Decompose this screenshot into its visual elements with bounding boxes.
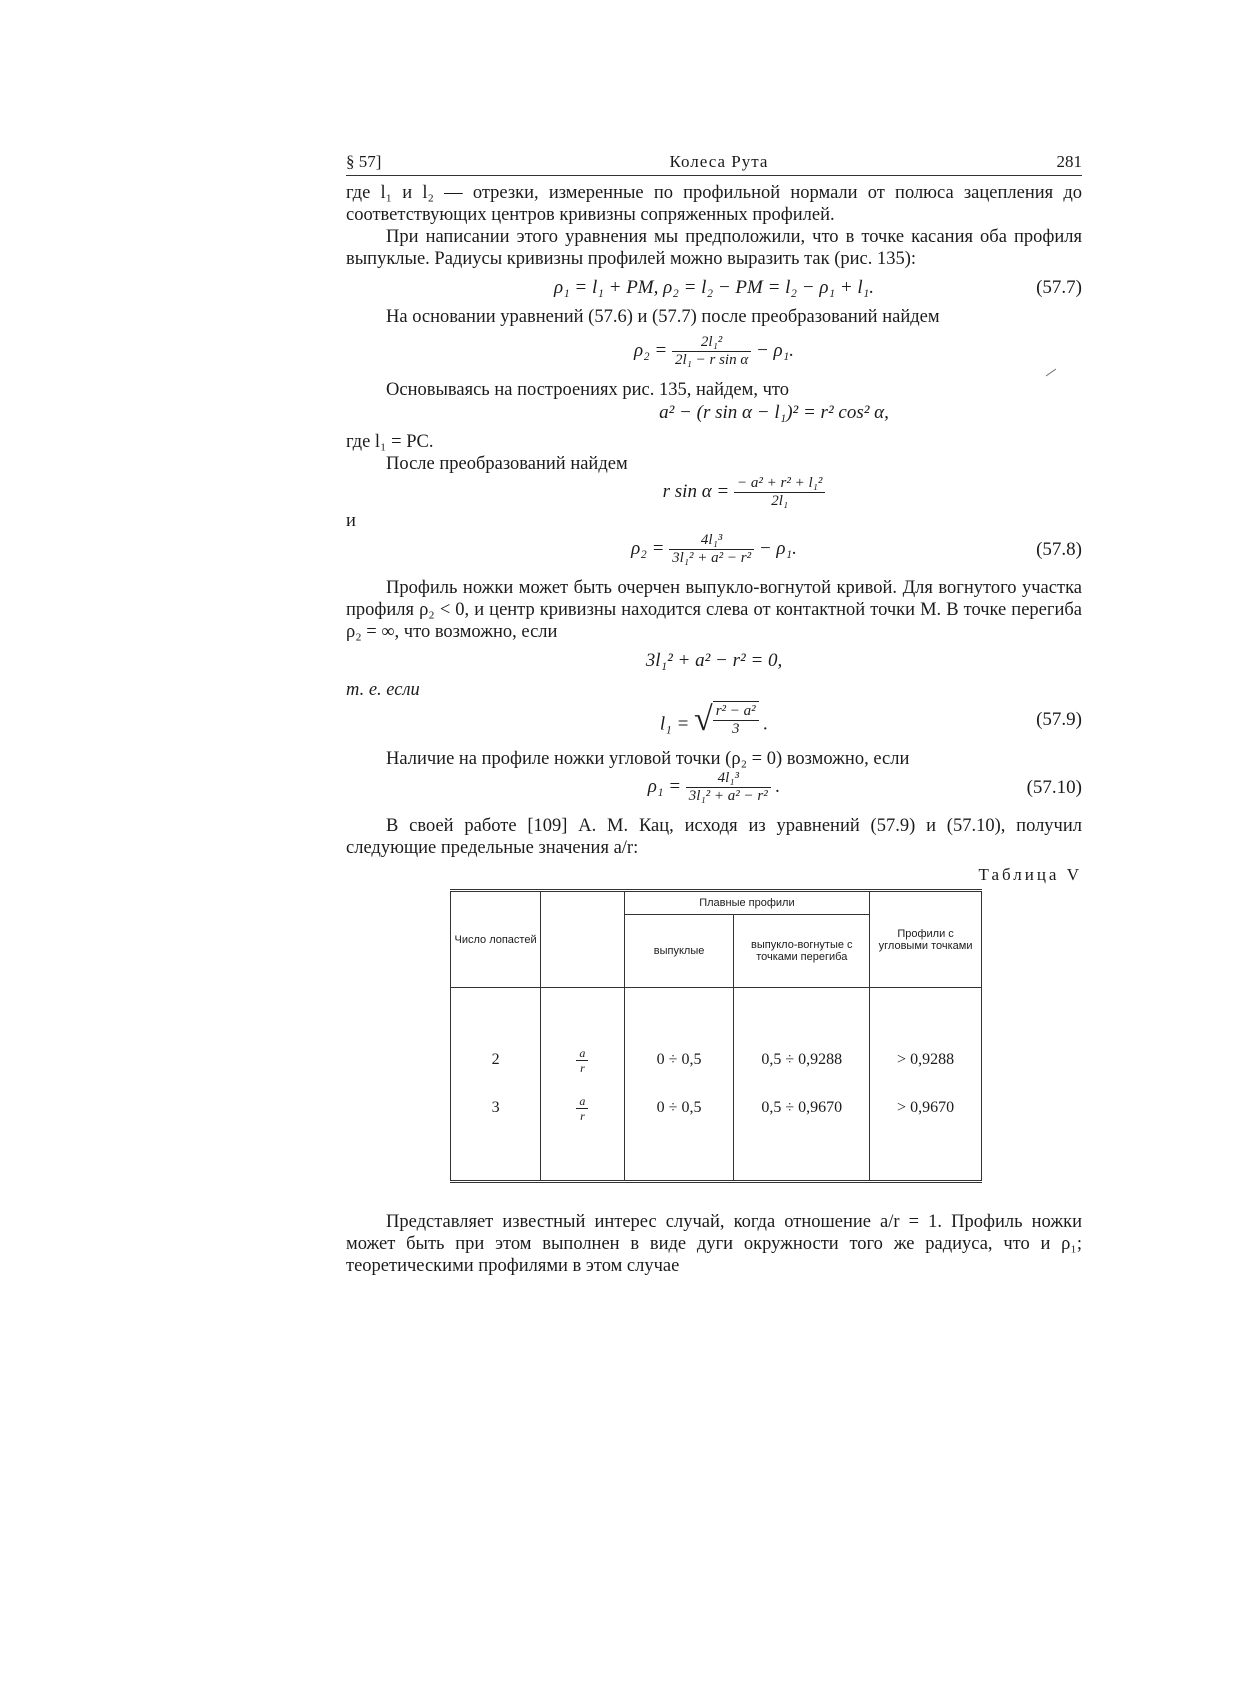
table-row: [451, 1132, 982, 1182]
header-convex: выпуклые: [624, 915, 734, 988]
equation-57-9-rhs: .: [763, 713, 769, 735]
cell-corner: > 0,9288: [870, 1036, 982, 1084]
table-caption: Таблица V: [978, 865, 1082, 884]
denominator: 3: [731, 721, 740, 737]
equation-57-7-body: ρ₁ = l₁ + PM, ρ₂ = l₂ − PM = l₂ − ρ₁ + l₁.: [553, 277, 875, 298]
equation-rsin-lhs: r sin α =: [662, 480, 730, 502]
square-root: [694, 701, 759, 738]
equation-rho2-lhs: ρ₂ =: [633, 339, 668, 361]
paragraph-11: В своей работе [109] А. М. Кац, исходя из уравнений (57.9) и (57.10), получил следующие предельные значения a/r:: [346, 816, 1082, 858]
paragraph-1: где l₁ и l₂ — отрезки, измеренные по профильной нормали от полюса зацепления до соответствующих центров кривизны сопряженных профилей.: [346, 183, 1082, 225]
equation-a: a² − (r sin α − l₁)² = r² cos² α,: [659, 402, 889, 423]
numerator: 4l₁³: [686, 770, 771, 788]
table-row: [451, 1036, 982, 1084]
paragraph-8: Профиль ножки может быть очерчен выпукло-вогнутой кривой. Для вогнутого участка профиля ρ₂ < 0, и центр кривизны находится слева от контактной точки M. В точке перегиба ρ₂ = ∞, что возможно, если: [346, 578, 1082, 642]
fraction: [713, 701, 759, 738]
paragraph-12: Представляет известный интерес случай, когда отношение a/r = 1. Профиль ножки может быть при этом выполнен в виде дуги окружности того же радиуса, что и ρ₁; теоретическими профилями в этом случае: [346, 1212, 1082, 1276]
ratio-denominator: r: [580, 1060, 585, 1075]
equation-57-8-number: (57.8): [1036, 538, 1082, 560]
equation-57-8: [346, 532, 1082, 567]
equation-57-10-rhs: .: [775, 775, 781, 797]
cell-convex-concave: 0,5 ÷ 0,9670: [734, 1084, 870, 1132]
equation-rho2-rhs: − ρ₁.: [755, 339, 795, 361]
cell-ratio: [541, 1036, 625, 1084]
numerator: − a² + r² + l₁²: [734, 475, 825, 493]
equation-inflection: 3l₁² + a² − r² = 0,: [645, 650, 783, 671]
header-blades: Число лопастей: [451, 891, 541, 988]
ratio-denominator: r: [580, 1108, 585, 1123]
ratio-numerator: a: [576, 1046, 588, 1061]
running-head: [346, 152, 1082, 176]
fraction: [734, 475, 825, 510]
equation-57-9: [346, 701, 1082, 738]
header-ratio: [541, 891, 625, 988]
paragraph-2: При написании этого уравнения мы предположили, что в точке касания оба профиля выпуклые. Радиусы кривизны профилей можно выразить так (рис. 135):: [346, 227, 1082, 269]
fraction: [686, 770, 771, 805]
fraction: [669, 532, 754, 567]
cell-convex: 0 ÷ 0,5: [624, 1036, 734, 1084]
numerator: 2l₁²: [672, 334, 751, 352]
cell-blades: 2: [451, 1036, 541, 1084]
cell-convex: 0 ÷ 0,5: [624, 1084, 734, 1132]
radical-sign: √: [694, 700, 713, 738]
equation-57-10-lhs: ρ₁ =: [647, 775, 682, 797]
ratio-numerator: a: [576, 1094, 588, 1109]
page-number: 281: [1056, 152, 1082, 171]
equation-rho2: [346, 334, 1082, 369]
cell-convex-concave: 0,5 ÷ 0,9288: [734, 1036, 870, 1084]
paragraph-7: и: [346, 511, 356, 531]
fraction: [672, 334, 751, 369]
cell-corner: > 0,9670: [870, 1084, 982, 1132]
denominator: 2l₁: [771, 493, 789, 509]
equation-rsin: [406, 475, 1082, 510]
paragraph-4: Основываясь на построениях рис. 135, найдем, что: [386, 380, 789, 400]
paragraph-5: где l₁ = PC.: [346, 432, 434, 452]
paragraph-6: После преобразований найдем: [386, 454, 628, 474]
equation-57-10-number: (57.10): [1026, 776, 1082, 798]
table-header-row: [451, 891, 982, 915]
header-convex-concave: выпукло-вогнутые с точками перегиба: [734, 915, 870, 988]
page: [346, 152, 1082, 1277]
denominator: 3l₁² + a² − r²: [672, 550, 752, 566]
equation-57-10: [346, 770, 1082, 805]
paragraph-9: т. е. если: [346, 680, 420, 700]
numerator: r² − a²: [713, 703, 759, 721]
denominator: 3l₁² + a² − r²: [688, 788, 768, 804]
equation-57-8-lhs: ρ₂ =: [631, 537, 665, 559]
equation-57-8-rhs: − ρ₁.: [758, 537, 797, 559]
ratio-fraction: [576, 1046, 588, 1075]
cell-ratio: [541, 1084, 625, 1132]
section-ref: § 57]: [346, 152, 382, 171]
header-smooth-profiles: Плавные профили: [624, 891, 869, 915]
equation-57-7-number: (57.7): [1036, 277, 1082, 298]
equation-57-9-number: (57.9): [1036, 708, 1082, 730]
paragraph-10: Наличие на профиле ножки угловой точки (ρ₂ = 0) возможно, если: [386, 749, 910, 769]
equation-57-7: [346, 276, 1082, 300]
numerator: 4l₁³: [669, 532, 754, 550]
limits-table: [450, 889, 982, 1183]
running-title: Колеса Рута: [669, 152, 769, 171]
equation-57-9-lhs: l₁ =: [659, 713, 690, 735]
table-row: [451, 1084, 982, 1132]
ratio-fraction: [576, 1094, 588, 1123]
denominator: 2l₁ − r sin α: [675, 352, 749, 368]
table-row: [451, 988, 982, 1037]
paragraph-3: На основании уравнений (57.6) и (57.7) после преобразований найдем: [386, 307, 940, 327]
header-corner: Профили с угловыми точками: [870, 891, 982, 988]
cell-blades: 3: [451, 1084, 541, 1132]
